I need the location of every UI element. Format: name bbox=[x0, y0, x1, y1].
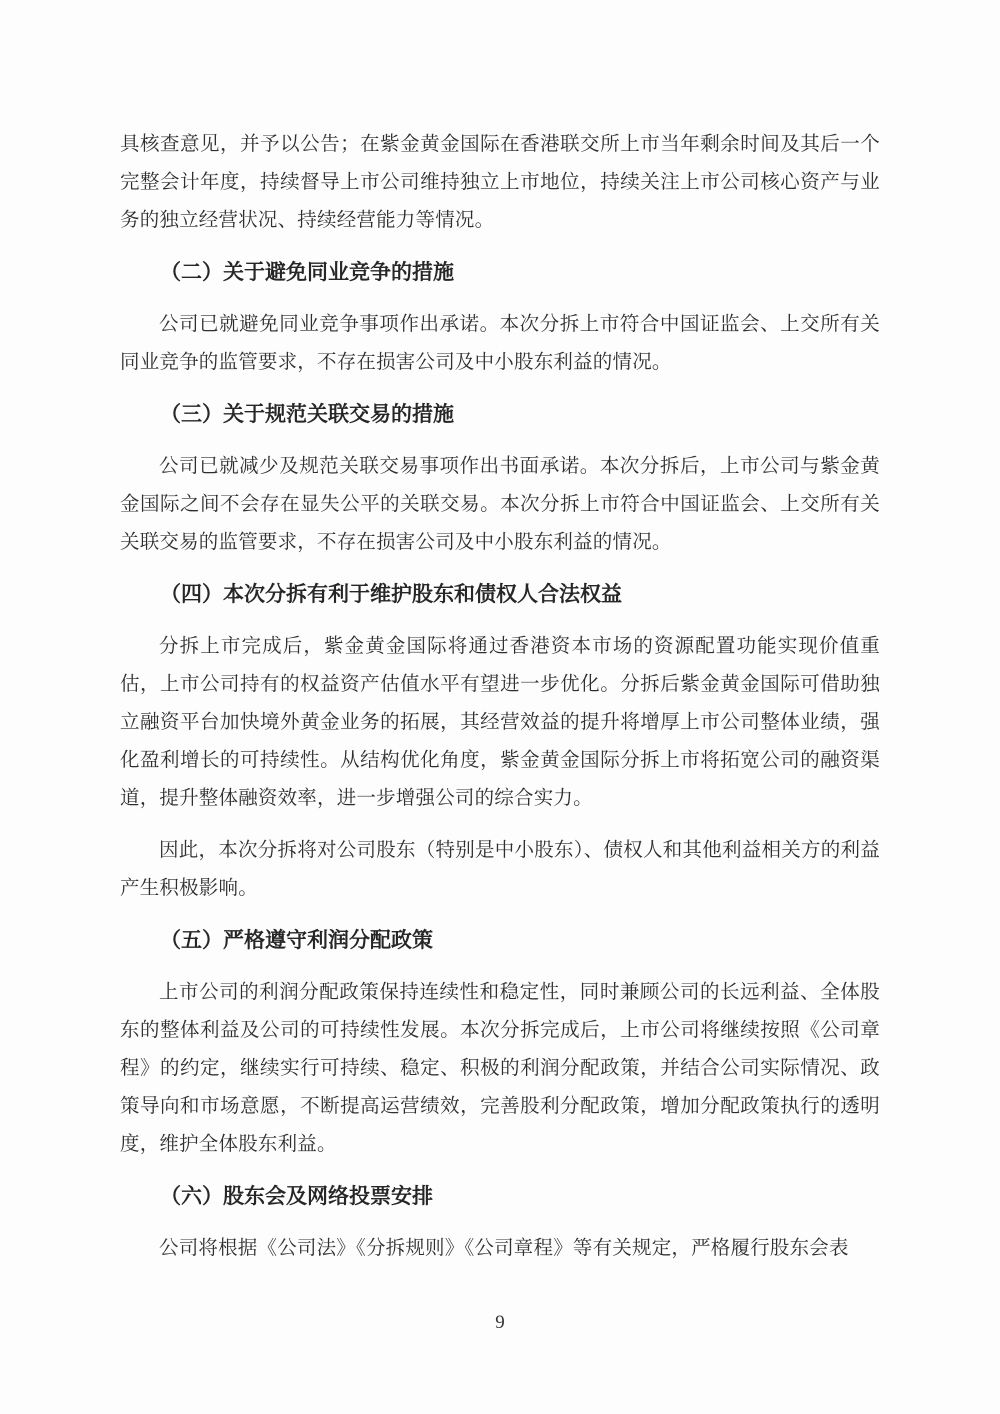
section-heading-2: （二）关于避免同业竞争的措施 bbox=[160, 261, 454, 284]
body-paragraph: 公司已就避免同业竞争事项作出承诺。本次分拆上市符合中国证监会、上交所有关同业竞争的监管要求，不存在损害公司及中小股东利益的情况。 bbox=[120, 314, 880, 373]
body-paragraph: 公司已就减少及规范关联交易事项作出书面承诺。本次分拆后，上市公司与紫金黄金国际之间不会存在显失公平的关联交易。本次分拆上市符合中国证监会、上交所有关关联交易的监管要求，不存在损害公司及中小股东利益的情况。 bbox=[120, 456, 880, 553]
document-body bbox=[120, 126, 880, 1282]
continuation-paragraph: 具核查意见，并予以公告；在紫金黄金国际在香港联交所上市当年剩余时间及其后一个完整会计年度，持续督导上市公司维持独立上市地位，持续关注上市公司核心资产与业务的独立经营状况、持续经营能力等情况。 bbox=[120, 134, 880, 231]
body-paragraph: 分拆上市完成后，紫金黄金国际将通过香港资本市场的资源配置功能实现价值重估，上市公司持有的权益资产估值水平有望进一步优化。分拆后紫金黄金国际可借助独立融资平台加快境外黄金业务的拓展，其经营效益的提升将增厚上市公司整体业绩，强化盈利增长的可持续性。从结构优化角度，紫金黄金国际分拆上市将拓宽公司的融资渠道，提升整体融资效率，进一步增强公司的综合实力。 bbox=[120, 636, 880, 809]
section-heading-3: （三）关于规范关联交易的措施 bbox=[160, 403, 454, 426]
body-paragraph: 公司将根据《公司法》《分拆规则》《公司章程》等有关规定，严格履行股东会表 bbox=[159, 1238, 849, 1259]
body-paragraph: 上市公司的利润分配政策保持连续性和稳定性，同时兼顾公司的长远利益、全体股东的整体利益及公司的可持续性发展。本次分拆完成后，上市公司将继续按照《公司章程》的约定，继续实行可持续、稳定、积极的利润分配政策，并结合公司实际情况、政策导向和市场意愿，不断提高运营绩效，完善股利分配政策，增加分配政策执行的透明度，维护全体股东利益。 bbox=[120, 982, 880, 1155]
section-heading-4: （四）本次分拆有利于维护股东和债权人合法权益 bbox=[160, 583, 622, 606]
section-heading-6: （六）股东会及网络投票安排 bbox=[160, 1185, 433, 1208]
section-heading-5: （五）严格遵守利润分配政策 bbox=[160, 929, 433, 952]
body-paragraph: 因此，本次分拆将对公司股东（特别是中小股东）、债权人和其他利益相关方的利益产生积极影响。 bbox=[120, 840, 880, 899]
page-number: 9 bbox=[495, 1312, 505, 1333]
